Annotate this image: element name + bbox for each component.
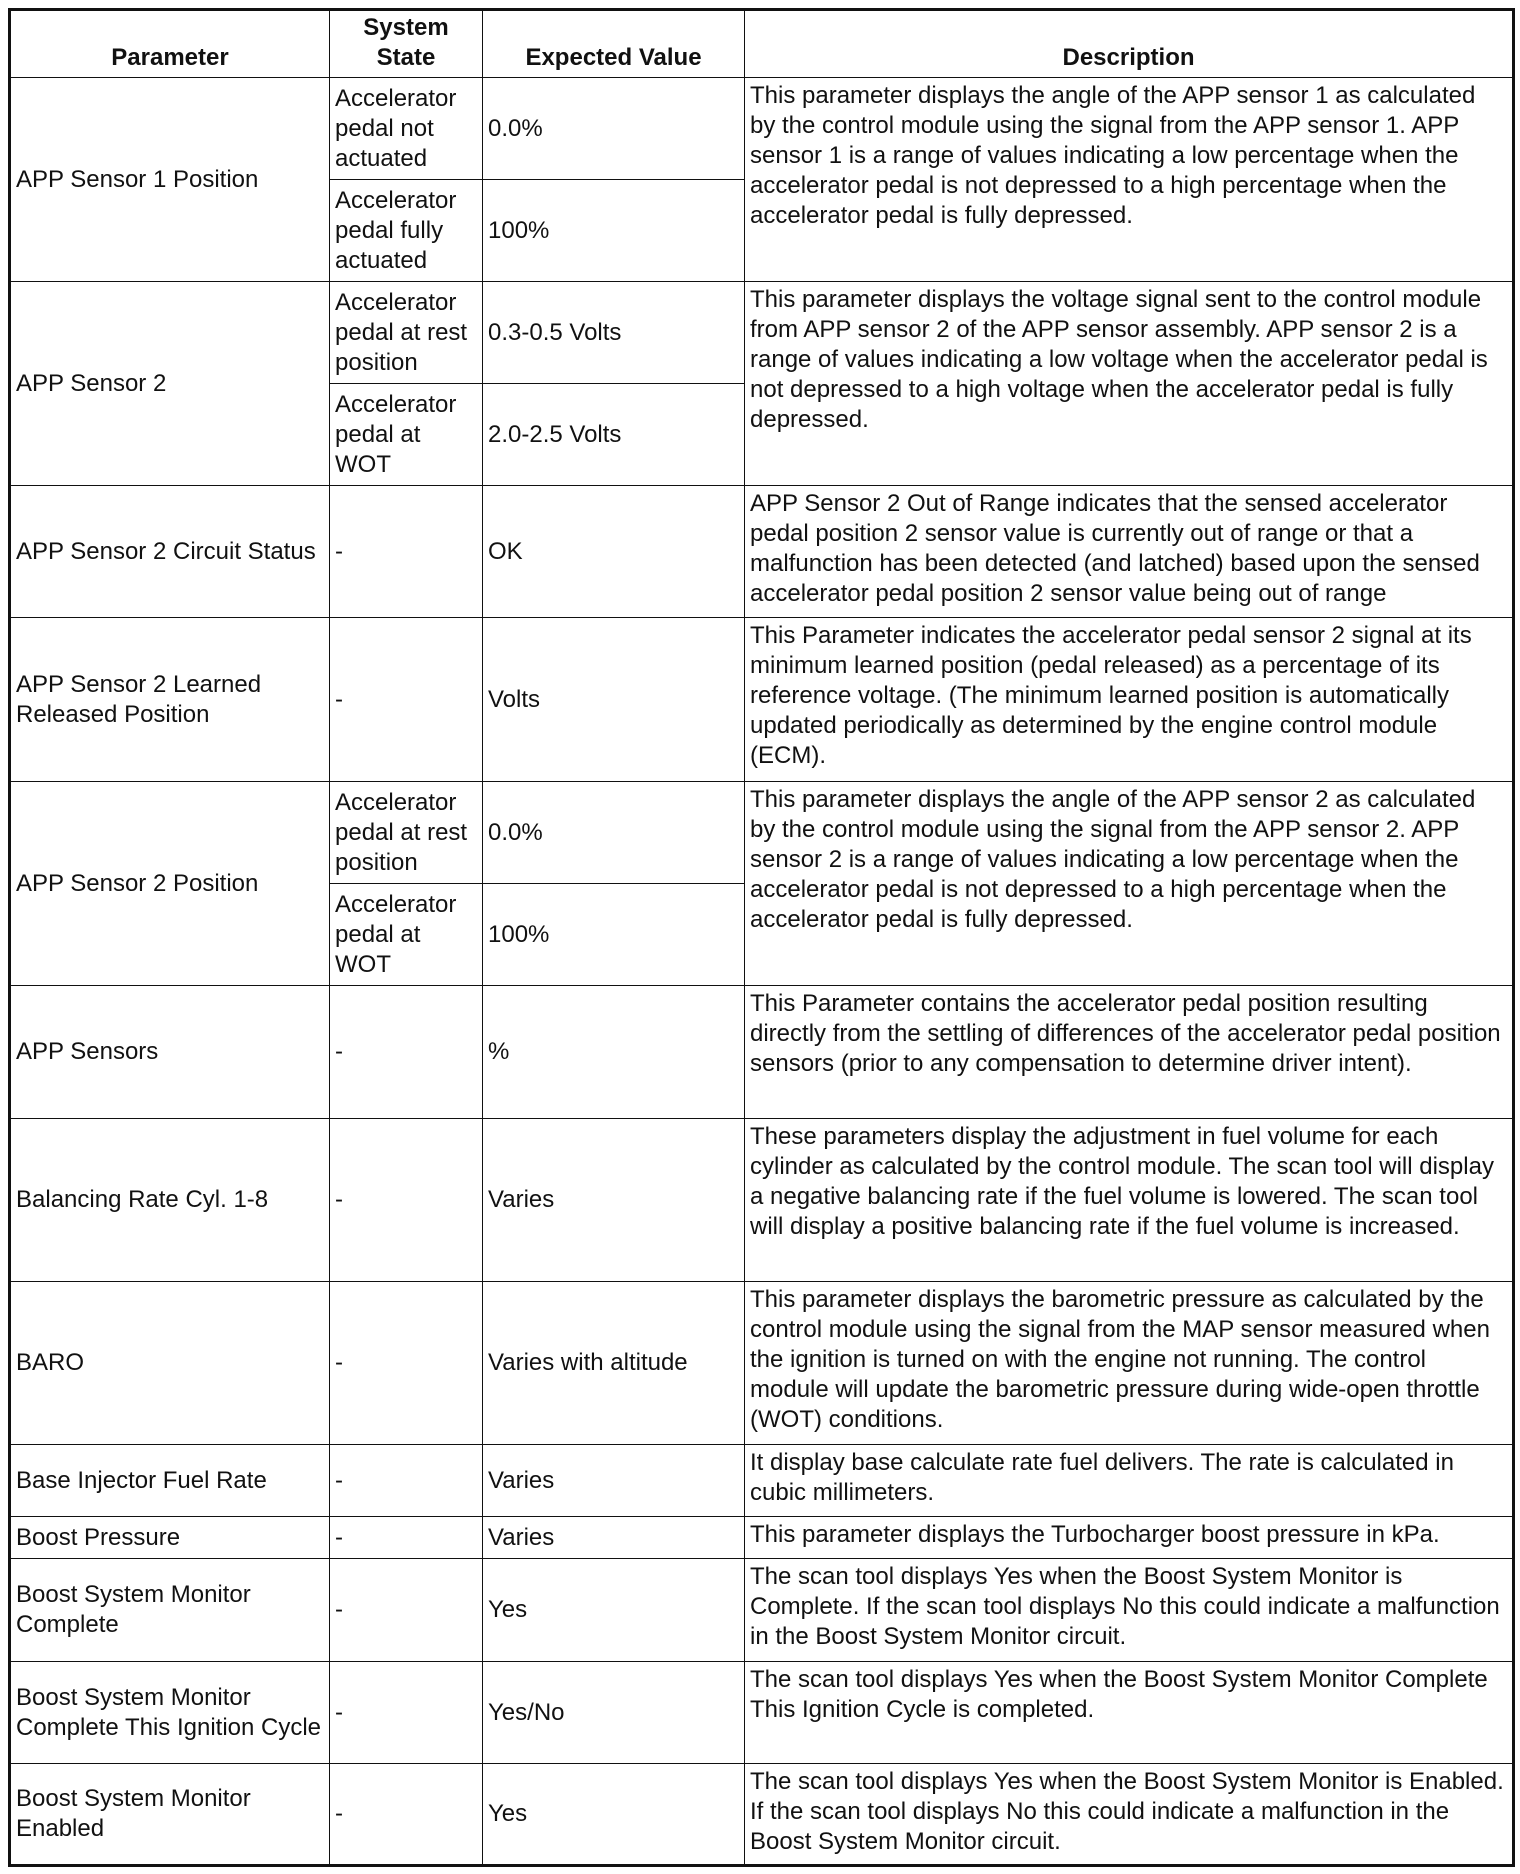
description-cell: This parameter displays the angle of the APP sensor 2 as calculated by the control module using the signal from the APP sensor 2. APP sensor 2 is a range of values indicating a low percentage when the accelerator pedal is not depressed to a high percentage when the accelerator pedal is fully depressed. (745, 782, 1514, 986)
header-parameter: Parameter (10, 10, 330, 78)
parameter-cell: APP Sensor 1 Position (10, 78, 330, 282)
table-row (10, 1282, 1514, 1445)
system-state-cell: - (330, 1662, 483, 1764)
header-system-state: System State (330, 10, 483, 78)
system-state-cell: Accelerator pedal at WOT (330, 384, 483, 486)
expected-value-cell: Yes/No (483, 1662, 745, 1764)
system-state-cell: - (330, 1517, 483, 1559)
system-state-cell: - (330, 1559, 483, 1662)
parameter-cell: Boost Pressure (10, 1517, 330, 1559)
description-cell: This parameter displays the voltage signal sent to the control module from APP sensor 2 of the APP sensor assembly. APP sensor 2 is a range of values indicating a low voltage when the accelerator pedal is not depressed to a high voltage when the accelerator pedal is fully depressed. (745, 282, 1514, 486)
table-row (10, 1445, 1514, 1517)
description-cell: The scan tool displays Yes when the Boost System Monitor is Enabled. If the scan tool displays No this could indicate a malfunction in the Boost System Monitor circuit. (745, 1764, 1514, 1866)
expected-value-cell: 0.3-0.5 Volts (483, 282, 745, 384)
table-row (10, 1662, 1514, 1764)
expected-value-cell: Volts (483, 618, 745, 782)
expected-value-cell: 100% (483, 180, 745, 282)
parameter-cell: Boost System Monitor Enabled (10, 1764, 330, 1866)
table-row (10, 1764, 1514, 1866)
header-description: Description (745, 10, 1514, 78)
parameter-cell: Boost System Monitor Complete (10, 1559, 330, 1662)
parameter-cell: Balancing Rate Cyl. 1-8 (10, 1119, 330, 1282)
system-state-cell: - (330, 486, 483, 618)
parameter-cell: BARO (10, 1282, 330, 1445)
description-cell: This Parameter indicates the accelerator pedal sensor 2 signal at its minimum learned position (pedal released) as a percentage of its reference voltage. (The minimum learned position is automatically updated periodically as determined by the engine control module (ECM). (745, 618, 1514, 782)
system-state-cell: - (330, 1764, 483, 1866)
expected-value-cell: 2.0-2.5 Volts (483, 384, 745, 486)
system-state-cell: Accelerator pedal not actuated (330, 78, 483, 180)
expected-value-cell: Varies (483, 1517, 745, 1559)
description-cell: The scan tool displays Yes when the Boost System Monitor Complete This Ignition Cycle is completed. (745, 1662, 1514, 1764)
parameter-cell: APP Sensor 2 (10, 282, 330, 486)
description-cell: These parameters display the adjustment in fuel volume for each cylinder as calculated by the control module. The scan tool will display a negative balancing rate if the fuel volume is lowered. The scan tool will display a positive balancing rate if the fuel volume is increased. (745, 1119, 1514, 1282)
system-state-cell: - (330, 1282, 483, 1445)
table-row (10, 1517, 1514, 1559)
expected-value-cell: 0.0% (483, 782, 745, 884)
system-state-cell: - (330, 1119, 483, 1282)
description-cell: It display base calculate rate fuel delivers. The rate is calculated in cubic millimeters. (745, 1445, 1514, 1517)
parameter-cell: APP Sensor 2 Circuit Status (10, 486, 330, 618)
header-expected-value: Expected Value (483, 10, 745, 78)
description-cell: This parameter displays the Turbocharger boost pressure in kPa. (745, 1517, 1514, 1559)
table-row (10, 1119, 1514, 1282)
table-row (10, 618, 1514, 782)
description-cell: The scan tool displays Yes when the Boost System Monitor is Complete. If the scan tool displays No this could indicate a malfunction in the Boost System Monitor circuit. (745, 1559, 1514, 1662)
description-cell: APP Sensor 2 Out of Range indicates that the sensed accelerator pedal position 2 sensor value is currently out of range or that a malfunction has been detected (and latched) based upon the sensed accelerator pedal position 2 sensor value being out of range (745, 486, 1514, 618)
system-state-cell: Accelerator pedal at rest position (330, 282, 483, 384)
expected-value-cell: % (483, 986, 745, 1119)
parameter-table (8, 8, 1515, 1867)
description-cell: This Parameter contains the accelerator pedal position resulting directly from the settling of differences of the accelerator pedal position sensors (prior to any compensation to determine driver intent). (745, 986, 1514, 1119)
parameter-table-container (8, 8, 1512, 1867)
table-row (10, 486, 1514, 618)
table-row (10, 782, 1514, 884)
expected-value-cell: Varies (483, 1119, 745, 1282)
system-state-cell: Accelerator pedal at WOT (330, 884, 483, 986)
system-state-cell: - (330, 1445, 483, 1517)
expected-value-cell: 100% (483, 884, 745, 986)
description-cell: This parameter displays the barometric pressure as calculated by the control module using the signal from the MAP sensor measured when the ignition is turned on with the engine not running. The control module will update the barometric pressure during wide-open throttle (WOT) conditions. (745, 1282, 1514, 1445)
expected-value-cell: Yes (483, 1559, 745, 1662)
table-row (10, 986, 1514, 1119)
header-row (10, 10, 1514, 78)
parameter-cell: Base Injector Fuel Rate (10, 1445, 330, 1517)
expected-value-cell: Varies (483, 1445, 745, 1517)
parameter-cell: APP Sensor 2 Position (10, 782, 330, 986)
system-state-cell: - (330, 986, 483, 1119)
expected-value-cell: Varies with altitude (483, 1282, 745, 1445)
table-row (10, 1559, 1514, 1662)
table-row (10, 282, 1514, 384)
parameter-cell: APP Sensors (10, 986, 330, 1119)
parameter-cell: APP Sensor 2 Learned Released Position (10, 618, 330, 782)
expected-value-cell: OK (483, 486, 745, 618)
system-state-cell: Accelerator pedal at rest position (330, 782, 483, 884)
parameter-cell: Boost System Monitor Complete This Ignition Cycle (10, 1662, 330, 1764)
description-cell: This parameter displays the angle of the APP sensor 1 as calculated by the control module using the signal from the APP sensor 1. APP sensor 1 is a range of values indicating a low percentage when the accelerator pedal is not depressed to a high percentage when the accelerator pedal is fully depressed. (745, 78, 1514, 282)
system-state-cell: - (330, 618, 483, 782)
expected-value-cell: Yes (483, 1764, 745, 1866)
system-state-cell: Accelerator pedal fully actuated (330, 180, 483, 282)
expected-value-cell: 0.0% (483, 78, 745, 180)
table-row (10, 78, 1514, 180)
